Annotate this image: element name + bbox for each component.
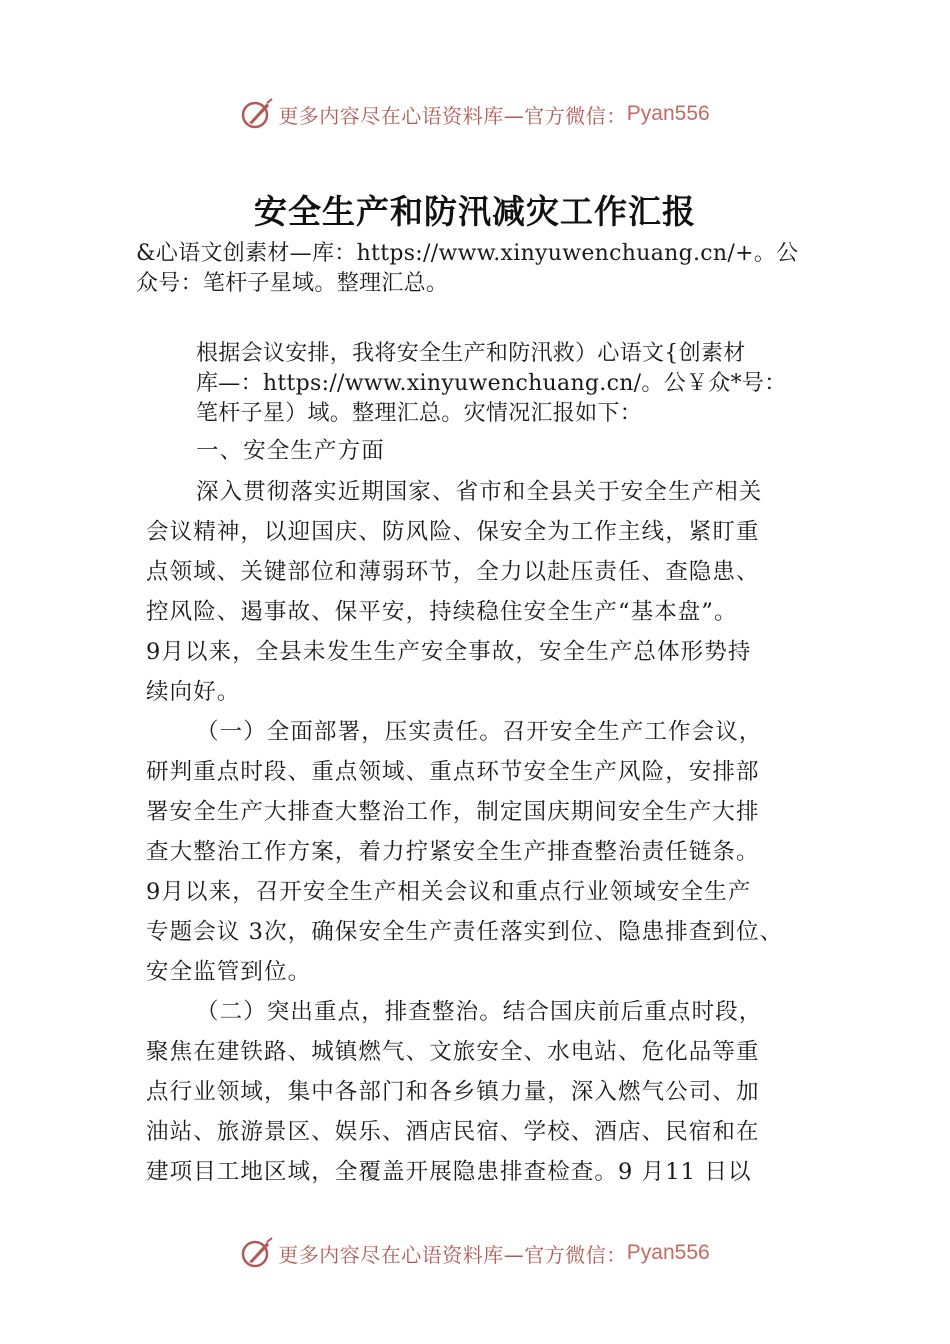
watermark-handle: Pyan556 — [626, 1241, 710, 1264]
paragraph-line: （一）全面部署，压实责任。召开安全生产工作会议， — [196, 719, 763, 745]
paragraph-line: （二）突出重点，排查整治。结合国庆前后重点时段， — [196, 999, 763, 1025]
watermark-banner-top — [0, 94, 950, 134]
intro-line-2: 库—：https://www.xinyuwenchuang.cn/。公￥众*号： — [196, 371, 787, 396]
quill-logo-icon — [240, 1236, 274, 1270]
paragraph-line: 研判重点时段、重点领域、重点环节安全生产风险，安排部 — [146, 759, 760, 785]
intro-line-1: 根据会议安排，我将安全生产和防汛救）心语文{创素材 — [196, 341, 746, 366]
paragraph-line: 建项目工地区域，全覆盖开展隐患排查检查。9 月11 日以 — [146, 1159, 752, 1185]
watermark-text: 更多内容尽在心语资料库—官方微信： — [278, 1242, 627, 1267]
paragraph-line: 点领域、关键部位和薄弱环节，全力以赴压责任、查隐患、 — [146, 559, 760, 585]
paragraph-line: 点行业领域，集中各部门和各乡镇力量，深入燃气公司、加 — [146, 1079, 760, 1105]
paragraph-line: 续向好。 — [146, 679, 241, 705]
intro-line-3: 笔杆子星）域。整理汇总。灾情况汇报如下： — [196, 401, 643, 426]
paragraph-line: 会议精神，以迎国庆、防风险、保安全为工作主线，紧盯重 — [146, 519, 760, 545]
watermark-banner-bottom — [0, 1233, 950, 1273]
section-heading: 一、安全生产方面 — [196, 438, 385, 464]
source-line-1: &心语文创素材—库：https://www.xinyuwenchuang.cn/+。公 — [136, 241, 799, 266]
paragraph-line: 专题会议 3次，确保安全生产责任落实到位、隐患排查到位、 — [146, 919, 784, 945]
paragraph-line: 9月以来，召开安全生产相关会议和重点行业领域安全生产 — [146, 879, 752, 905]
paragraph-line: 安全监管到位。 — [146, 959, 312, 985]
paragraph-line: 聚焦在建铁路、城镇燃气、文旅安全、水电站、危化品等重 — [146, 1039, 760, 1065]
watermark-handle: Pyan556 — [626, 102, 710, 125]
paragraph-line: 深入贯彻落实近期国家、省市和全县关于安全生产相关 — [196, 479, 763, 505]
source-line-2: 众号：笔杆子星域。整理汇总。 — [136, 271, 449, 296]
quill-logo-icon — [240, 97, 274, 131]
paragraph-line: 油站、旅游景区、娱乐、酒店民宿、学校、酒店、民宿和在 — [146, 1119, 760, 1145]
paragraph-line: 署安全生产大排查大整治工作，制定国庆期间安全生产大排 — [146, 799, 760, 825]
paragraph-line: 控风险、遏事故、保平安，持续稳住安全生产“基本盘”。 — [146, 599, 738, 625]
paragraph-line: 9月以来，全县未发生生产安全事故，安全生产总体形势持 — [146, 639, 752, 665]
watermark-text: 更多内容尽在心语资料库—官方微信： — [278, 103, 627, 128]
document-title: 安全生产和防汛减灾工作汇报 — [254, 192, 696, 231]
paragraph-line: 查大整治工作方案，着力拧紧安全生产排查整治责任链条。 — [146, 839, 760, 865]
